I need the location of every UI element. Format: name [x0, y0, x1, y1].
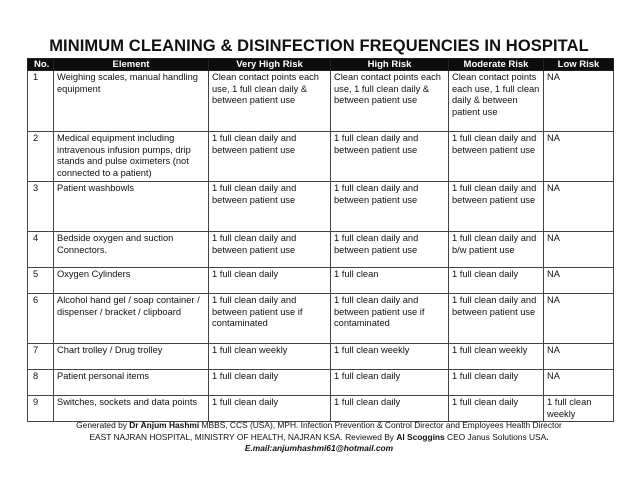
footer-text: CEO Janus Solutions USA	[444, 431, 547, 442]
row-number: 7	[28, 344, 54, 370]
footer-text: EAST NAJRAN HOSPITAL, MINISTRY OF HEALTH, NAJRAN KSA. Reviewed By	[89, 431, 397, 442]
row-number: 8	[28, 370, 54, 396]
table-row	[28, 132, 614, 182]
row-moderate-risk: 1 full clean weekly	[449, 344, 544, 370]
row-high-risk: 1 full clean daily and between patient use	[331, 232, 449, 268]
header-moderate-risk: Moderate Risk	[449, 59, 544, 71]
row-element: Bedside oxygen and suction Connectors.	[54, 232, 209, 268]
row-element: Patient personal items	[54, 370, 209, 396]
row-element: Oxygen Cylinders	[54, 268, 209, 294]
row-very-high-risk: 1 full clean weekly	[209, 344, 331, 370]
row-low-risk: 1 full clean weekly	[544, 396, 614, 422]
row-low-risk: NA	[544, 370, 614, 396]
table-row	[28, 268, 614, 294]
row-number: 1	[28, 71, 54, 132]
row-high-risk: 1 full clean daily and between patient use	[331, 132, 449, 182]
row-number: 2	[28, 132, 54, 182]
row-number: 6	[28, 294, 54, 344]
row-very-high-risk: 1 full clean daily	[209, 370, 331, 396]
row-number: 9	[28, 396, 54, 422]
footer-text: Generated by	[76, 420, 130, 430]
row-very-high-risk: 1 full clean daily and between patient use	[209, 132, 331, 182]
row-moderate-risk: 1 full clean daily and between patient use	[449, 132, 544, 182]
row-moderate-risk: 1 full clean daily	[449, 370, 544, 396]
author-email: E.mail:anjumhashmi61@hotmail.com	[244, 443, 394, 453]
row-number: 4	[28, 232, 54, 268]
table-row	[28, 396, 614, 422]
header-element: Element	[54, 59, 209, 71]
row-high-risk: 1 full clean weekly	[331, 344, 449, 370]
row-very-high-risk: 1 full clean daily	[209, 396, 331, 422]
footer-period: .	[546, 431, 549, 442]
row-element: Medical equipment including intravenous infusion pumps, drip stands and pulse oximeters (not connected to a patient)	[54, 132, 209, 182]
row-very-high-risk: 1 full clean daily	[209, 268, 331, 294]
header-no: No.	[28, 59, 54, 71]
document-title: MINIMUM CLEANING & DISINFECTION FREQUENCIES IN HOSPITAL	[49, 37, 589, 55]
row-low-risk: NA	[544, 71, 614, 132]
row-very-high-risk: Clean contact points each use, 1 full clean daily & between patient use	[209, 71, 331, 132]
header-high-risk: High Risk	[331, 59, 449, 71]
row-moderate-risk: 1 full clean daily	[449, 396, 544, 422]
row-high-risk: 1 full clean daily	[331, 370, 449, 396]
row-low-risk: NA	[544, 232, 614, 268]
reviewer-name: Al Scoggins	[396, 431, 445, 442]
header-very-high-risk: Very High Risk	[209, 59, 331, 71]
row-element: Weighing scales, manual handling equipment	[54, 71, 209, 132]
row-element: Patient washbowls	[54, 182, 209, 232]
footer-text: MBBS, CCS (USA), MPH. Infection Prevention & Control Director and Employees Health Director	[199, 420, 562, 430]
table-header-row	[28, 59, 614, 71]
row-low-risk: NA	[544, 268, 614, 294]
table-row	[28, 294, 614, 344]
row-moderate-risk: 1 full clean daily and between patient use	[449, 182, 544, 232]
row-number: 3	[28, 182, 54, 232]
row-element: Alcohol hand gel / soap container / dispenser / bracket / clipboard	[54, 294, 209, 344]
footer-credits	[0, 420, 638, 455]
row-low-risk: NA	[544, 344, 614, 370]
row-moderate-risk: 1 full clean daily	[449, 268, 544, 294]
author-name: Dr Anjum Hashmi	[129, 420, 200, 430]
row-very-high-risk: 1 full clean daily and between patient use if contaminated	[209, 294, 331, 344]
row-element: Switches, sockets and data points	[54, 396, 209, 422]
row-high-risk: 1 full clean daily	[331, 396, 449, 422]
row-high-risk: Clean contact points each use, 1 full clean daily & between patient use	[331, 71, 449, 132]
row-low-risk: NA	[544, 182, 614, 232]
row-moderate-risk: 1 full clean daily and b/w patient use	[449, 232, 544, 268]
table-row	[28, 344, 614, 370]
row-high-risk: 1 full clean daily and between patient use	[331, 182, 449, 232]
table-row	[28, 182, 614, 232]
row-number: 5	[28, 268, 54, 294]
row-high-risk: 1 full clean daily and between patient use if contaminated	[331, 294, 449, 344]
header-low-risk: Low Risk	[544, 59, 614, 71]
row-element: Chart trolley / Drug trolley	[54, 344, 209, 370]
row-moderate-risk: Clean contact points each use, 1 full clean daily & between patient use	[449, 71, 544, 132]
footer-line-reviewer	[0, 432, 638, 444]
row-moderate-risk: 1 full clean daily and between patient use	[449, 294, 544, 344]
row-low-risk: NA	[544, 132, 614, 182]
footer-line-author	[0, 420, 638, 432]
row-high-risk: 1 full clean	[331, 268, 449, 294]
row-very-high-risk: 1 full clean daily and between patient use	[209, 232, 331, 268]
row-very-high-risk: 1 full clean daily and between patient use	[209, 182, 331, 232]
row-low-risk: NA	[544, 294, 614, 344]
table-row	[28, 370, 614, 396]
cleaning-frequency-table	[27, 58, 614, 422]
table-row	[28, 232, 614, 268]
table-row	[28, 71, 614, 132]
